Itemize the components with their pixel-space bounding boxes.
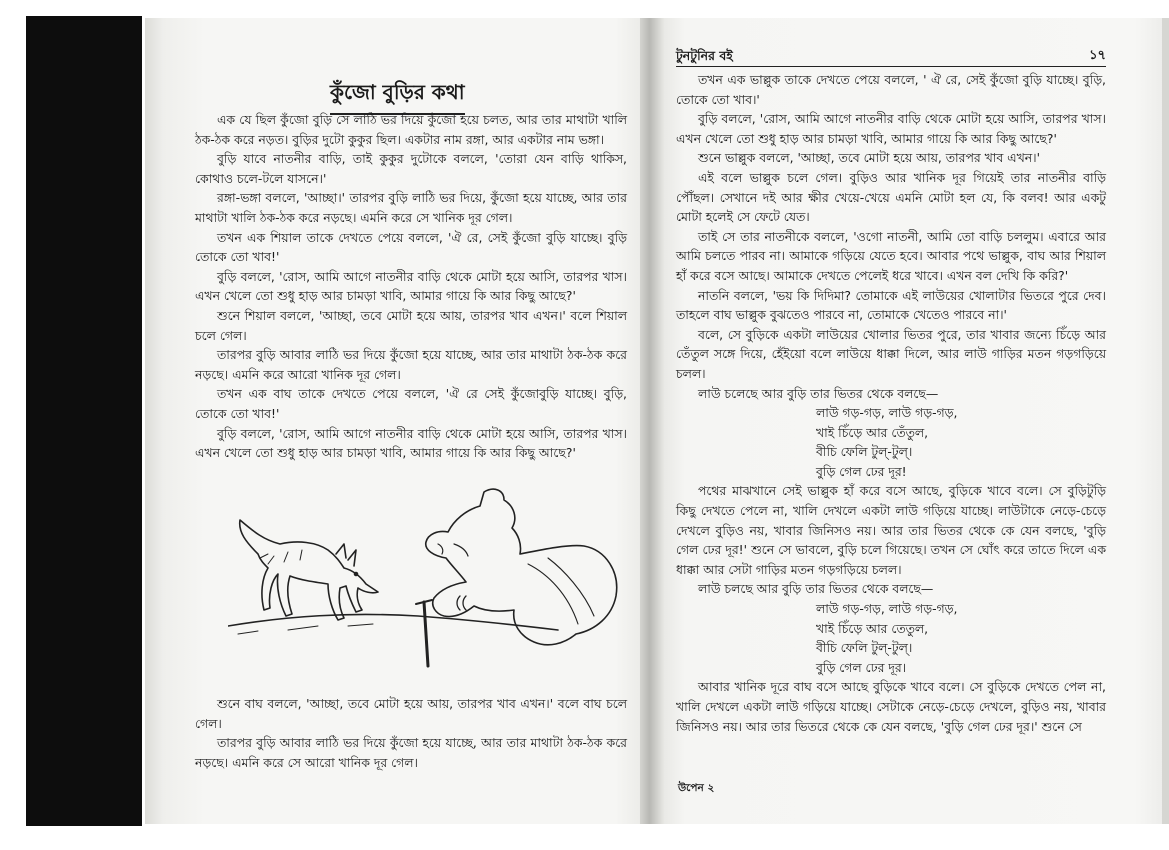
scan-bottom-margin xyxy=(24,826,1169,850)
verse-line: লাউ গড়-গড়, লাউ গড়-গড়, xyxy=(816,405,958,421)
paragraph: রঙ্গা-ভঙ্গা বললে, 'আচ্ছা।' তারপর বুড়ি লাঠি ভর দিয়ে, কুঁজো হয়ে যাচ্ছে, আর তার মাথাটা খালি ঠক-ঠক করে নড়ছে। এমনি করে সে খানিক দূর গেল। xyxy=(195,190,627,225)
book-title: টুনটুনির বই xyxy=(676,48,733,63)
right-page-body xyxy=(676,70,1106,736)
walking-stick xyxy=(424,602,428,666)
paragraph: তারপর বুড়ি আবার লাঠি ভর দিয়ে কুঁজো হয়ে যাচ্ছে, আর তার মাথাটা ঠক-ঠক করে নড়ছে। এমনি করে আরো খানিক দূর গেল। xyxy=(195,347,627,382)
verse-line: বীচি ফেলি টুল্-টুল্। xyxy=(816,444,913,460)
verse-line: খাই চিঁড়ে আর তেতুল, xyxy=(816,620,929,636)
paragraph: বুড়ি বললে, 'রোস, আমি আগে নাতনীর বাড়ি থেকে মোটা হয়ে আসি, তারপর খাস। এখন খেলে তো শুধু হাড় আর চামড়া খাবি, আমার গায়ে কি আর কিছু আছে?' xyxy=(195,425,627,461)
page-number: ১৭ xyxy=(1089,48,1106,63)
verse-line: বীচি ফেলি টুল্-টুল্। xyxy=(816,640,913,656)
verse-line: খাই চিঁড়ে আর তেঁতুল, xyxy=(816,424,929,440)
paragraph: তখন এক ভাল্লুক তাকে দেখতে পেয়ে বললে, ' ঐ রে, সেই কুঁজো বুড়ি যাচ্ছে। বুড়ি, তোকে তো খাব।' xyxy=(676,72,1106,107)
paragraph: বুড়ি বললে, 'রোস, আমি আগে নাতনীর বাড়ি থেকে মোটা হয়ে আসি, তারপর খাস। এখন খেলে তো শুধু হাড় আর চামড়া খাবি, আমার গায়ে কি আর কিছু আছে?' xyxy=(676,111,1106,146)
left-page-body-continued xyxy=(195,694,627,772)
paragraph: শুনে শিয়াল বললে, 'আচ্ছা, তবে মোটা হয়ে আয়, তারপর খাব এখন।' বলে শিয়াল চলে গেল। xyxy=(195,307,627,343)
paragraph: তখন এক বাঘ তাকে দেখতে পেয়ে বললে, 'ঐ রে সেই কুঁজোবুড়ি যাচ্ছে। বুড়ি, তোকে তো খাব!' xyxy=(195,386,627,421)
paragraph: বলে, সে বুড়িকে একটা লাউয়ের খোলার ভিতর পুরে, তার খাবার জন্যে চিঁড়ে আর তেঁতুল সঙ্গে দিয়ে, হেঁইয়ো বলে লাউয়ে ধাক্কা দিলে, আর লাউ গাড়ির মতন গড়গড়িয়ে চলল। xyxy=(676,326,1106,381)
paragraph: পথের মাঝখানে সেই ভাল্লুক হাঁ করে বসে আছে, বুড়িকে খাবে বলে। সে বুড়িটুড়ি কিছু দেখতে পেলে না, খালি দেখলে একটা লাউ গড়িয়ে যাচ্ছে। লাউটাকে নেড়ে-চেড়ে দেখলে বুড়িও নয়, খাবার জিনিসও নয়। আর তার ভিতর থেকে কে যেন বলছে, 'বুড়ি গেল ঢের দূর!' শুনে সে ভাবলে, বুড়ি চলে গিয়েছে। তখন সে ঘোঁৎ করে তাতে দিলে এক ধাক্কা আর সেটা গাড়ির মতন গড়গড়িয়ে চলল। xyxy=(676,483,1106,577)
scan-left-margin xyxy=(0,0,26,850)
page-right-edge xyxy=(1162,18,1169,824)
left-page-body xyxy=(195,110,627,463)
verse-line: লাউ গড়-গড়, লাউ গড়-গড়, xyxy=(816,601,958,617)
book-gutter xyxy=(640,18,664,824)
verse-line: বুড়ি গেল ঢের দূর। xyxy=(816,659,907,675)
paragraph: তাই সে তার নাতনীকে বললে, 'ওগো নাতনী, আমি তো বাড়ি চললুম। এবারে আর আমি চলতে পারব না। আমাকে গড়িয়ে যেতে হবে। আবার পথে ভাল্লুক, বাঘ আর শিয়াল হাঁ করে বসে আছে। আমাকে দেখতে পেলেই ধরে খাবে। এখন বল দেখি কি করি?' xyxy=(676,228,1106,283)
old-woman-figure xyxy=(426,489,617,645)
paragraph: বুড়ি বললে, 'রোস, আমি আগে নাতনীর বাড়ি থেকে মোটা হয়ে আসি, তারপর খাস। এখন খেলে তো শুধু হাড় আর চামড়া খাবি, আমার গায়ে কি আর কিছু আছে?' xyxy=(195,268,627,304)
paragraph: শুনে ভাল্লুক বললে, 'আচ্ছা, তবে মোটা হয়ে আয়, তারপর খাব এখন।' xyxy=(698,150,1040,166)
jackal-body xyxy=(240,520,378,620)
paragraph: বুড়ি যাবে নাতনীর বাড়ি, তাই কুকুর দুটোকে বললে, 'তোরা যেন বাড়ি থাকিস, কোথাও চলে-টলে যাসনে।' xyxy=(195,151,627,186)
paragraph: লাউ চলছে আর বুড়ি তার ভিতর থেকে বলছে— xyxy=(698,581,934,597)
paragraph: তারপর বুড়ি আবার লাঠি ভর দিয়ে কুঁজো হয়ে যাচ্ছে, আর তার মাথাটা ঠক-ঠক করে নড়ছে। এমনি করে সে আরো খানিক দূর গেল। xyxy=(195,735,627,770)
ground-line xyxy=(228,614,558,630)
paragraph: শুনে বাঘ বললে, 'আচ্ছা, তবে মোটা হয়ে আয়, তারপর খাব এখন।' বলে বাঘ চলে গেল। xyxy=(195,696,627,731)
jackal-and-old-woman-illustration xyxy=(228,484,628,674)
scan-top-margin xyxy=(0,0,1169,16)
paragraph: নাতনি বললে, 'ভয় কি দিদিমা? তোমাকে এই লাউয়ের খোলাটার ভিতরে পুরে দেব। তাহলে বাঘ ভাল্লুক বুঝতেও পারবে না, তোমাকে খেতেও পারবে না।' xyxy=(676,287,1106,323)
story-title: কুঁজো বুড়ির কথা xyxy=(330,78,465,115)
signature-mark: উপেন ২ xyxy=(678,782,715,794)
paragraph: লাউ চলেছে আর বুড়ি তার ভিতর থেকে বলছে— xyxy=(698,385,939,401)
paragraph: এক যে ছিল কুঁজো বুড়ি সে লাঠি ভর দিয়ে কুঁজো হয়ে চলত, আর তার মাথাটা খালি ঠক-ঠক করে নড়ত। বুড়ির দুটো কুকুর ছিল। একটার নাম রঙ্গা, আর একটার নাম ভঙ্গা। xyxy=(195,112,627,147)
running-header xyxy=(676,46,1106,67)
paragraph: এই বলে ভাল্লুক চলে গেল। বুড়িও আর খানিক দূর গিয়েই তার নাতনীর বাড়ি পৌঁছল। সেখানে দই আর ক্ষীর খেয়ে-খেয়ে এমনি মোটা হল যে, কি বলব! আর একটু মোটা হলেই সে ফেটে যেত। xyxy=(676,169,1106,225)
verse-line: বুড়ি গেল ঢের দূর! xyxy=(816,463,907,479)
paragraph: তখন এক শিয়াল তাকে দেখতে পেয়ে বললে, 'ঐ রে, সেই কুঁজো বুড়ি যাচ্ছে। বুড়ি তোকে তো খাব!' xyxy=(195,229,627,265)
paragraph: আবার খানিক দূরে বাঘ বসে আছে বুড়িকে খাবে বলে। সে বুড়িকে দেখতে পেল না, খালি দেখলে একটা লাউ গড়িয়ে যাচ্ছে। সেটাকে নেড়ে-চেড়ে দেখলে, বুড়িও নয়, খাবার জিনিসও নয়। আর তার ভিতরে থেকে কে যেন বলছে, 'বুড়ি গেল ঢের দূর।' শুনে সে xyxy=(676,679,1106,734)
book-spine-shadow xyxy=(24,16,142,831)
